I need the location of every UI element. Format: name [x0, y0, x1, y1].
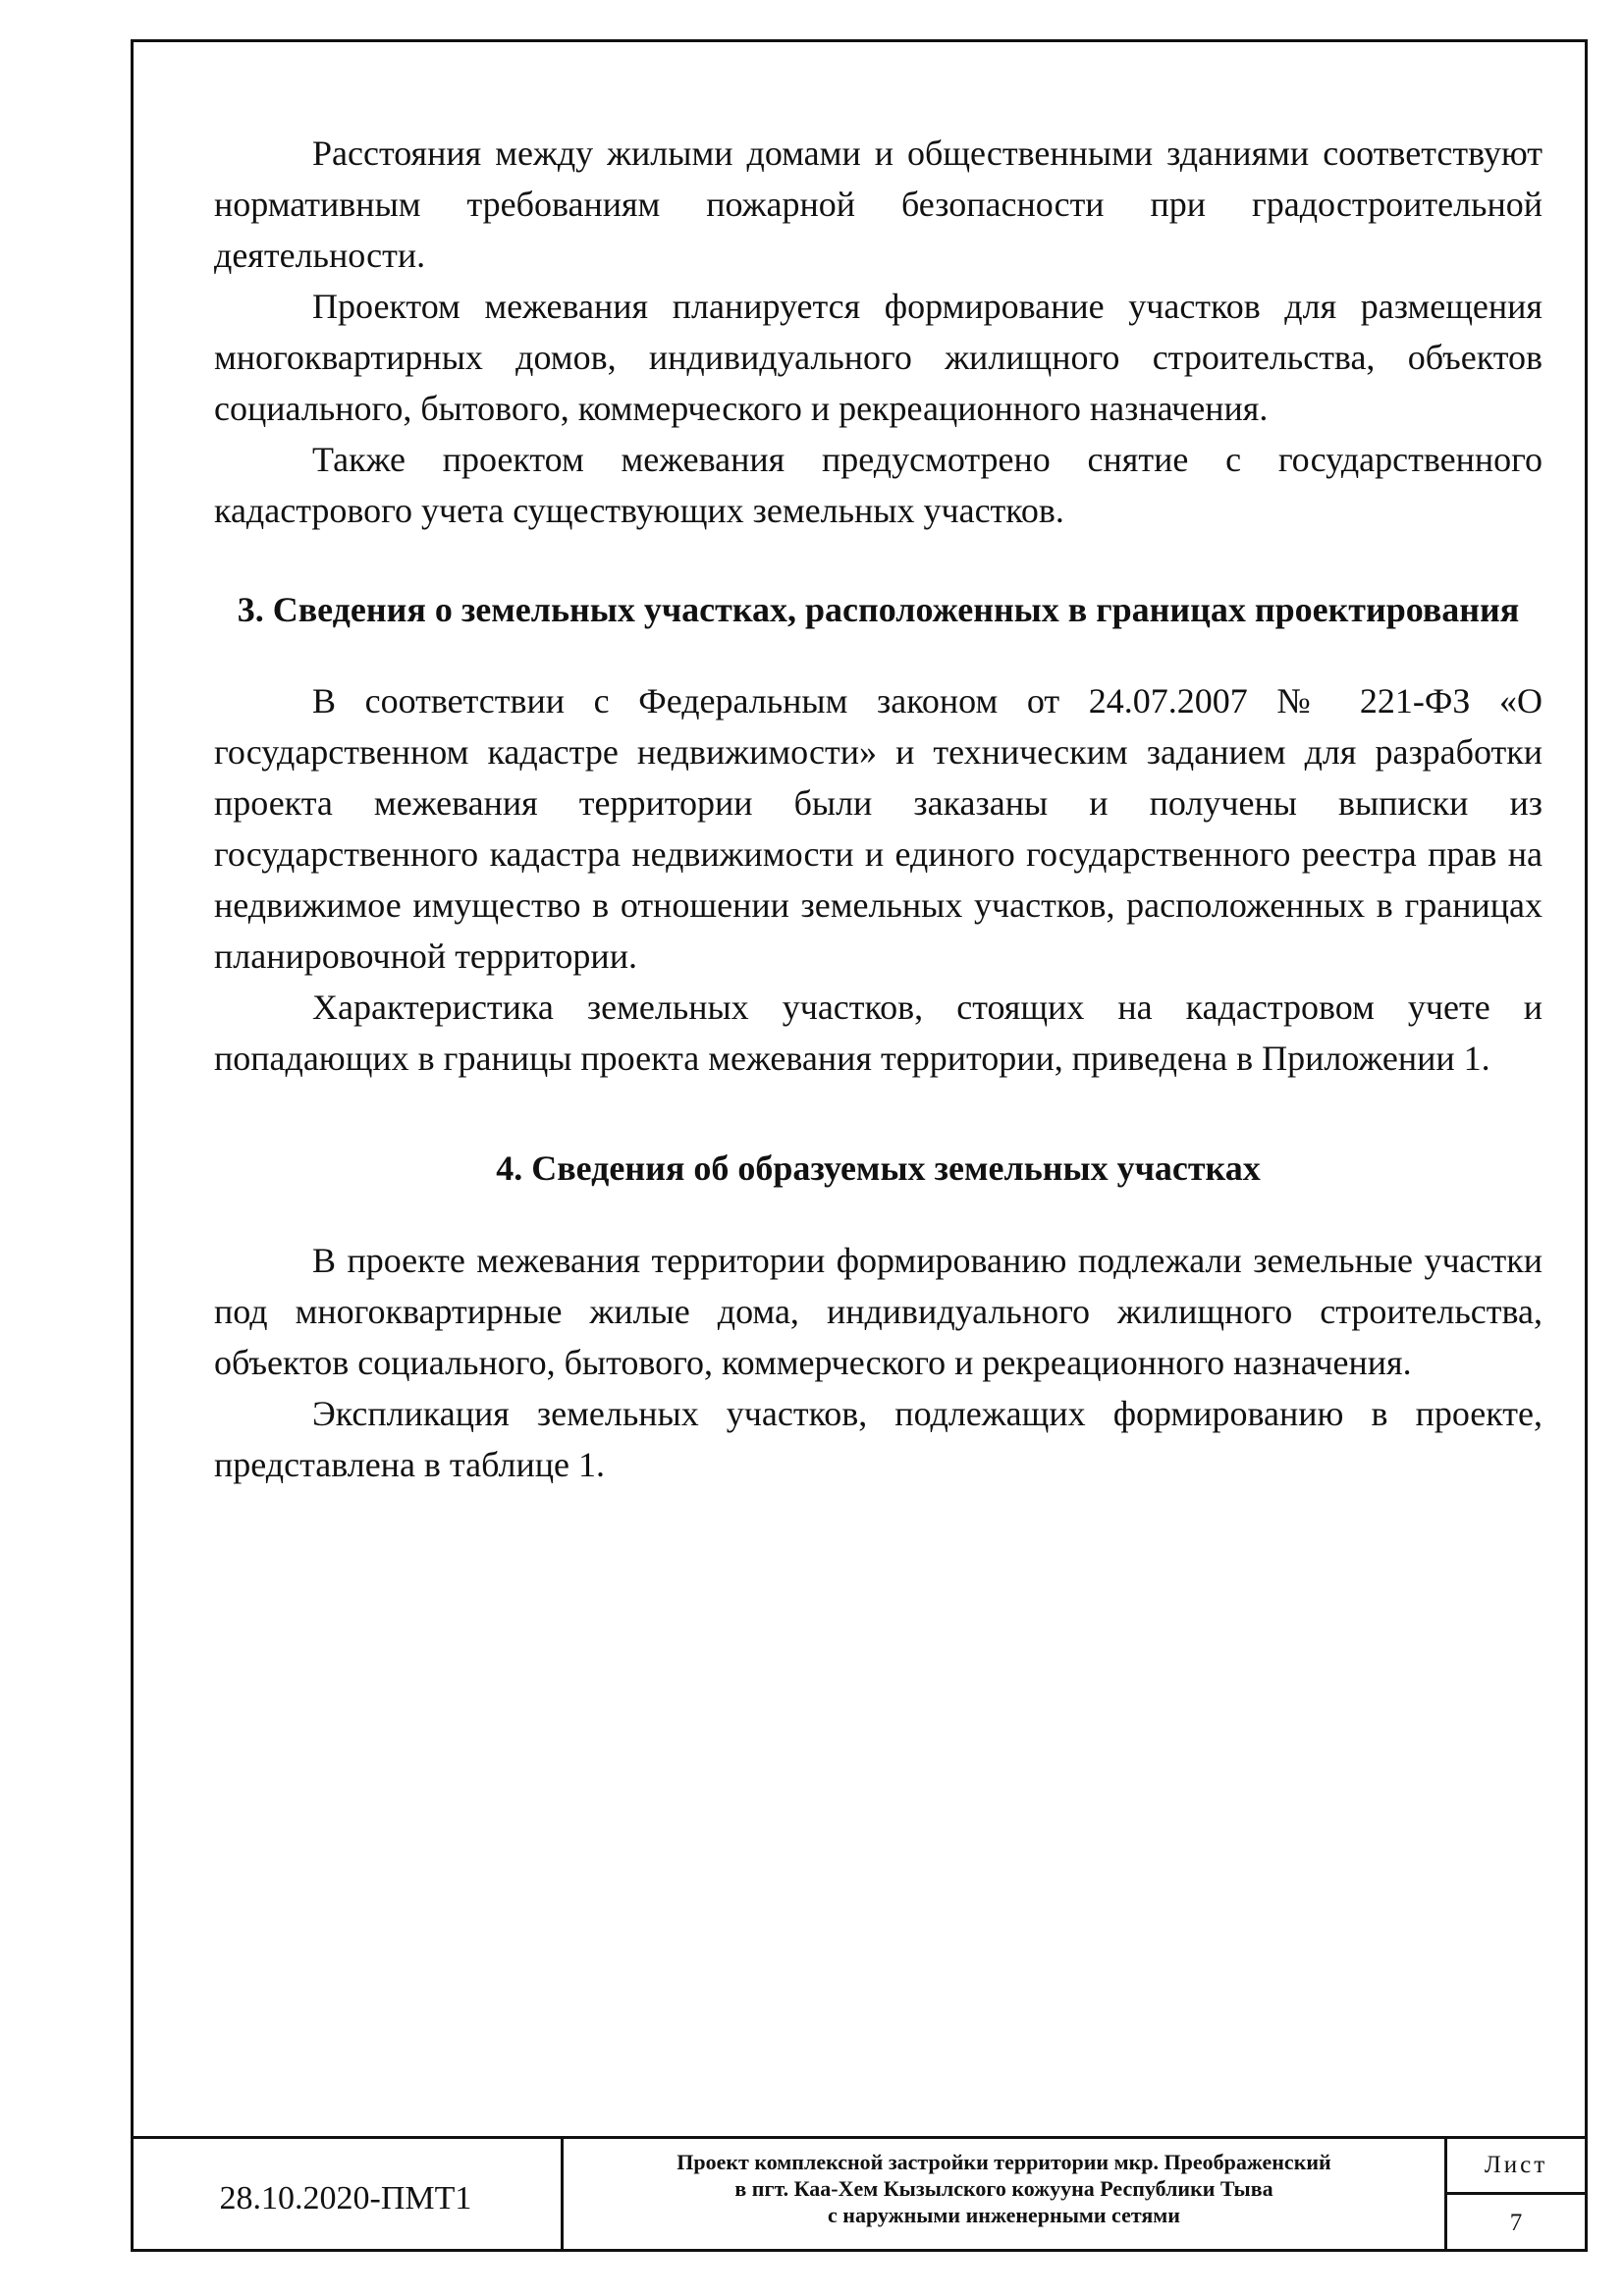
sheet-number: 7 — [1509, 2210, 1523, 2236]
document-code: 28.10.2020-ПМТ1 — [131, 2139, 564, 2252]
title-block — [131, 2136, 1588, 2252]
paragraph: Характеристика земельных участков, стоящих на кадастровом учете и попадающих в границы проекта межевания территории, приведена в Приложении 1. — [214, 988, 1543, 1078]
paragraph: В соответствии с Федеральным законом от 24.07.2007 № 221-ФЗ «О государственном кадастре недвижимости» и техническим заданием для разработки проекта межевания территории были заказаны и получены выписки из государственного кадастра недвижимости и единого государственного реестра прав на недвижимое имущество в отношении земельных участков, расположенных в границах планировочной территории. — [214, 681, 1543, 976]
sheet-cell — [1447, 2139, 1585, 2252]
sheet-label: Лист — [1447, 2139, 1585, 2195]
section-3-heading: 3. Сведения о земельных участках, расположенных в границах проектирования — [237, 590, 1520, 629]
paragraph: Расстояния между жилыми домами и общественными зданиями соответствуют нормативным требованиям пожарной безопасности при градостроительной деятельности. — [214, 133, 1543, 275]
project-title-line: в пгт. Каа-Хем Кызылского кожууна Республики Тыва — [734, 2176, 1273, 2201]
project-title — [564, 2139, 1447, 2252]
paragraph: Экспликация земельных участков, подлежащих формированию в проекте, представлена в таблице 1. — [214, 1394, 1543, 1484]
paragraph: Также проектом межевания предусмотрено снятие с государственного кадастрового учета существующих земельных участков. — [214, 440, 1543, 530]
project-title-line: с наружными инженерными сетями — [828, 2203, 1180, 2227]
paragraph: В проекте межевания территории формированию подлежали земельные участки под многоквартирные жилые дома, индивидуального жилищного строительства, объектов социального, бытового, коммерческого и рекреационного назначения. — [214, 1241, 1543, 1382]
paragraph: Проектом межевания планируется формирование участков для размещения многоквартирных домов, индивидуального жилищного строительства, объектов социального, бытового, коммерческого и рекреационного назначения. — [214, 287, 1543, 428]
section-4-heading: 4. Сведения об образуемых земельных участках — [496, 1148, 1261, 1188]
project-title-line: Проект комплексной застройки территории мкр. Преображенский — [677, 2150, 1331, 2174]
document-body — [214, 128, 1543, 1490]
